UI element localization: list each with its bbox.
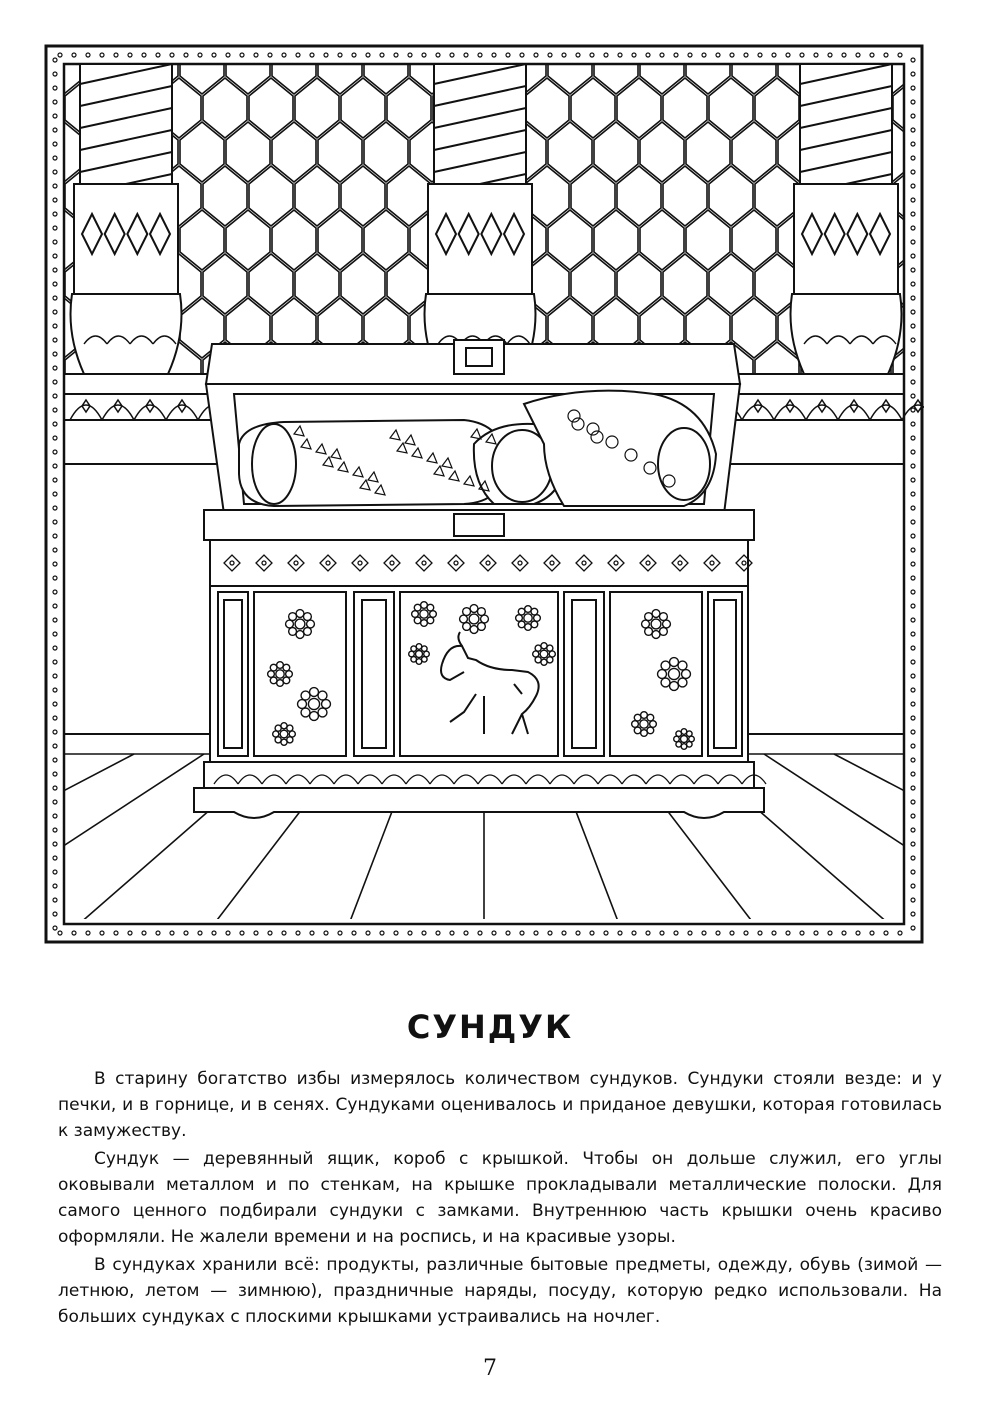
carved-column-center: [425, 64, 536, 374]
paragraph-2: Сундук — деревянный ящик, короб с крышкой. Чтобы он дольше служил, его углы оковывали металлом и по стенкам, на крышке прокладывали металлические полоски. Для самого ценного подбирали сундуки с замками. Внутреннюю часть крышки очень красиво оформляли. Не жалели времени и на роспись, и на красивые узоры.: [58, 1149, 942, 1247]
chest-coloring-illustration: [44, 44, 924, 944]
carved-column-left: [71, 64, 182, 374]
article-body: [58, 1066, 942, 1332]
paragraph-3: В сундуках хранили всё: продукты, различные бытовые предметы, одежду, обувь (зимой — летнюю, летом — зимнюю), праздничные наряды, посуду, которую редко использовали. На больших сундуках с плоскими крышками устраивались на ночлег.: [58, 1255, 942, 1327]
wooden-chest: [194, 340, 766, 818]
page-number: 7: [483, 1356, 497, 1381]
page-title: СУНДУК: [406, 1008, 574, 1046]
carved-column-right: [791, 64, 902, 374]
paragraph-1: В старину богатство избы измерялось количеством сундуков. Сундуки стояли везде: и у печки, и в горнице, и в сенях. Сундуками оценивалось и приданое девушки, которая готовилась к замужеству.: [58, 1069, 942, 1141]
